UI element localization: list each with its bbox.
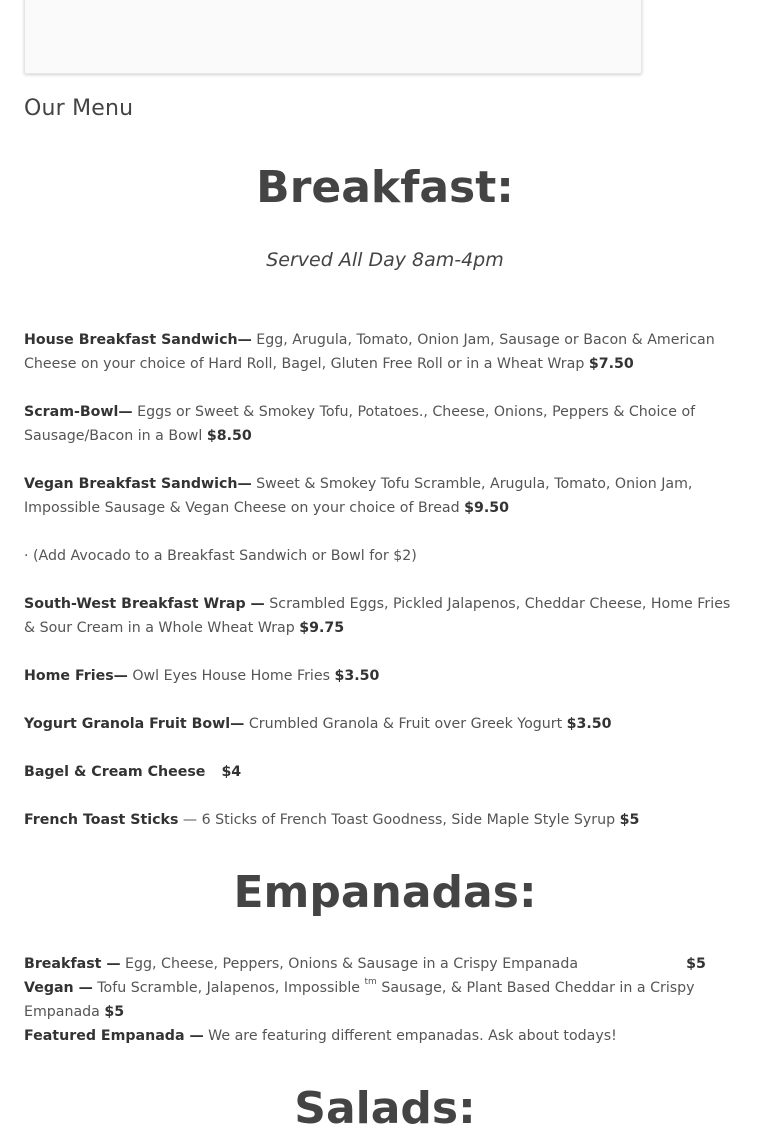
item-price: $4 [221,764,242,780]
item-name: Breakfast — [24,956,121,972]
item-description: — 6 Sticks of French Toast Goodness, Side Maple Style Syrup [178,812,620,828]
item-price: $5 [619,812,640,828]
item-description: We are featuring different empanadas. Ask about todays! [203,1028,617,1044]
item-price: $9.75 [299,620,345,636]
item-description: Sausage, & Plant Based Cheddar in a Crispy Empanada [24,980,695,1020]
empanadas-title: Empanadas: [233,867,537,918]
menu-item [24,976,746,1024]
item-name: Yogurt Granola Fruit Bowl— [24,716,245,732]
item-description: Egg, Arugula, Tomato, Onion Jam, Sausage or Bacon & American Cheese on your choice of Hard Roll, Bagel, Gluten Free Roll or in a Wheat Wrap [24,332,715,372]
item-price: $5 [104,1004,125,1020]
item-name: House Breakfast Sandwich— [24,332,252,348]
item-description: Egg, Cheese, Peppers, Onions & Sausage in a Crispy Empanada [120,956,579,972]
item-name: Home Fries— [24,668,128,684]
item-name: Scram-Bowl— [24,404,133,420]
content-card [24,0,642,74]
salads-title: Salads: [294,1083,476,1134]
item-name: French Toast Sticks [24,812,179,828]
item-price: $5 [686,956,706,972]
item-name: Vegan — [24,980,93,996]
breakfast-title: Breakfast: [256,162,514,213]
item-description: Sweet & Smokey Tofu Scramble, Arugula, Tomato, Onion Jam, Impossible Sausage & Vegan Cheese on your choice of Bread [24,476,693,516]
item-price: $8.50 [206,428,252,444]
item-price: $3.50 [334,668,380,684]
item-name: Bagel & Cream Cheese [24,764,206,780]
menu-item [24,592,736,640]
item-description: Tofu Scramble, Jalapenos, Impossible [92,980,365,996]
menu-item [24,400,736,448]
menu-item [24,760,736,784]
trademark-mark: tm [364,977,377,988]
item-name: Vegan Breakfast Sandwich— [24,476,252,492]
item-description: Crumbled Granola & Fruit over Greek Yogurt [244,716,567,732]
menu-item [24,664,736,688]
menu-item [24,472,736,520]
breakfast-subtitle: Served All Day 8am-4pm [266,249,504,271]
item-price: $9.50 [464,500,510,516]
item-price: $3.50 [566,716,612,732]
menu-item [24,1024,736,1048]
item-description: Eggs or Sweet & Smokey Tofu, Potatoes., Cheese, Onions, Peppers & Choice of Sausage/Bacon in a Bowl [24,404,696,444]
menu-item [24,328,736,376]
page-heading: Our Menu [24,96,134,121]
item-name: South-West Breakfast Wrap — [24,596,265,612]
item-price: $7.50 [588,356,634,372]
item-description: Scrambled Eggs, Pickled Jalapenos, Cheddar Cheese, Home Fries & Sour Cream in a Whole Wheat Wrap [24,596,731,636]
menu-item [24,952,736,976]
menu-note: · (Add Avocado to a Breakfast Sandwich or Bowl for $2) [24,548,417,564]
menu-item [24,712,736,736]
item-description: Owl Eyes House Home Fries [127,668,335,684]
item-name: Featured Empanada — [24,1028,204,1044]
menu-item [24,808,736,832]
